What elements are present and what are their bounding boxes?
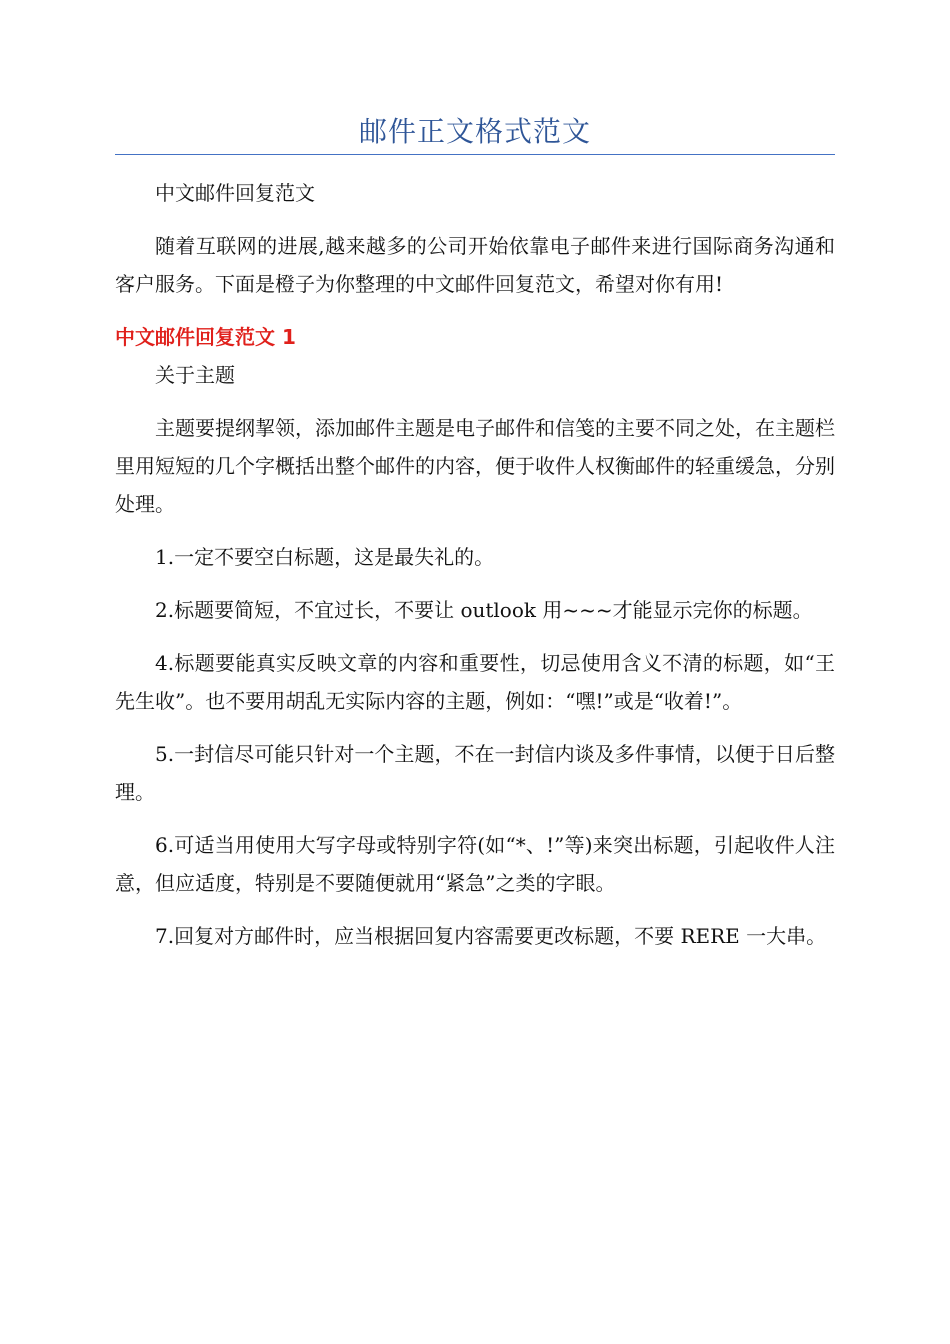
intro-heading: 中文邮件回复范文 — [155, 181, 315, 205]
list-item: 1.一定不要空白标题，这是最失礼的。 — [155, 545, 495, 569]
document-title: 邮件正文格式范文 — [358, 115, 591, 148]
list-item: 4.标题要能真实反映文章的内容和重要性，切忌使用含义不清的标题，如“王先生收”。也不要用胡乱无实际内容的主题，例如：“嘿!”或是“收着!”。 — [115, 651, 835, 713]
title-underline — [115, 154, 835, 155]
subject-paragraph: 主题要提纲挈领，添加邮件主题是电子邮件和信笺的主要不同之处，在主题栏里用短短的几个字概括出整个邮件的内容，便于收件人权衡邮件的轻重缓急，分别处理。 — [115, 416, 835, 516]
list-item: 2.标题要简短，不宜过长，不要让 outlook 用~~~才能显示完你的标题。 — [155, 598, 813, 622]
list-item: 6.可适当用使用大写字母或特别字符(如“*、!”等)来突出标题，引起收件人注意，但应适度，特别是不要随便就用“紧急”之类的字眼。 — [115, 833, 835, 895]
section-heading: 中文邮件回复范文 1 — [115, 325, 296, 349]
document-body — [115, 174, 835, 955]
list-item: 7.回复对方邮件时，应当根据回复内容需要更改标题，不要 RERE 一大串。 — [155, 924, 827, 948]
intro-paragraph: 随着互联网的进展,越来越多的公司开始依靠电子邮件来进行国际商务沟通和客户服务。下面是橙子为你整理的中文邮件回复范文，希望对你有用! — [115, 234, 835, 296]
subject-heading: 关于主题 — [155, 363, 235, 387]
list-item: 5.一封信尽可能只针对一个主题，不在一封信内谈及多件事情，以便于日后整理。 — [115, 742, 835, 804]
